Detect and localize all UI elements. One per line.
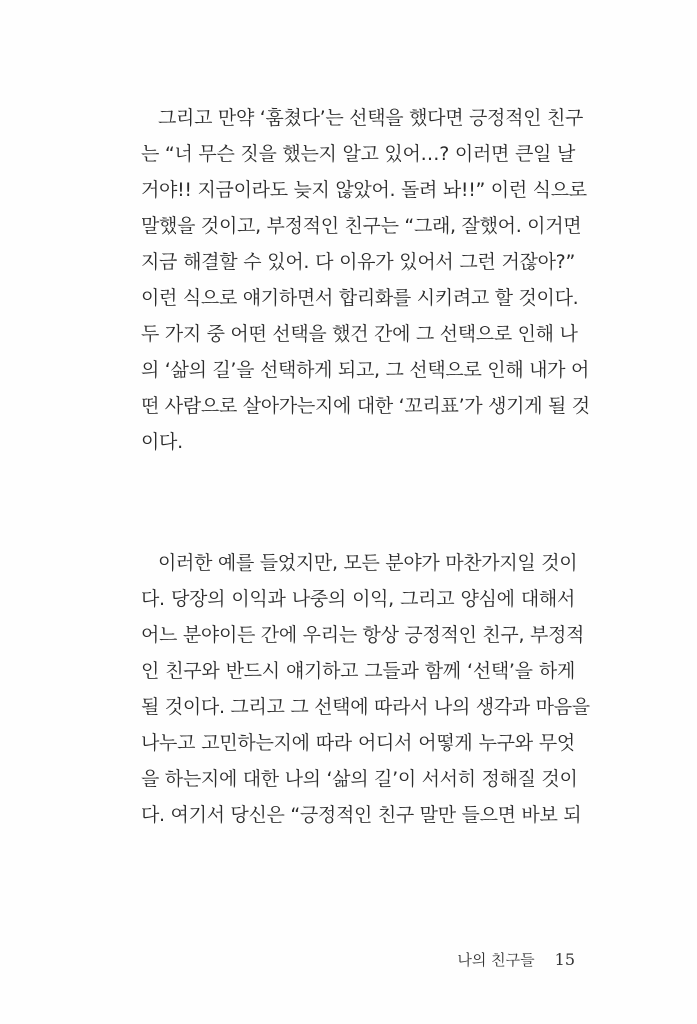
page-number: 15 bbox=[554, 949, 575, 969]
text-line: 나누고 고민하는지에 따라 어디서 어떻게 누구와 무엇 bbox=[141, 732, 575, 754]
paragraph-2 bbox=[141, 545, 590, 833]
text-line: 떤 사람으로 살아가는지에 대한 ‘꼬리표’가 생기게 될 것 bbox=[141, 395, 590, 417]
text-line: 거야!! 지금이라도 늦지 않았어. 돌려 놔!!” 이런 식으로 bbox=[141, 179, 587, 201]
text-line: 이러한 예를 들었지만, 모든 분야가 마찬가지일 것이 bbox=[158, 552, 578, 574]
text-line: 이다. bbox=[141, 431, 183, 453]
text-line: 어느 분야이든 간에 우리는 항상 긍정적인 친구, 부정적 bbox=[141, 624, 585, 646]
text-line: 는 “너 무슨 짓을 했는지 알고 있어…? 이러면 큰일 날 bbox=[141, 143, 575, 165]
page-footer bbox=[440, 944, 575, 974]
text-line: 될 것이다. 그리고 그 선택에 따라서 나의 생각과 마음을 bbox=[141, 696, 590, 718]
text-line: 지금 해결할 수 있어. 다 이유가 있어서 그런 거잖아?” bbox=[141, 251, 575, 273]
text-line: 두 가지 중 어떤 선택을 했건 간에 그 선택으로 인해 나 bbox=[141, 323, 578, 345]
text-line: 의 ‘삶의 길’을 선택하게 되고, 그 선택으로 인해 내가 어 bbox=[141, 359, 590, 381]
text-line: 말했을 것이고, 부정적인 친구는 “그래, 잘했어. 이거면 bbox=[141, 215, 582, 237]
text-line: 이런 식으로 얘기하면서 합리화를 시키려고 할 것이다. bbox=[141, 287, 579, 309]
text-line: 을 하는지에 대한 나의 ‘삶의 길’이 서서히 정해질 것이 bbox=[141, 768, 578, 790]
text-line: 다. 여기서 당신은 “긍정적인 친구 말만 들으면 바보 되 bbox=[141, 804, 582, 826]
running-title: 나의 친구들 bbox=[457, 950, 535, 969]
text-line: 인 친구와 반드시 얘기하고 그들과 함께 ‘선택’을 하게 bbox=[141, 660, 575, 682]
text-line: 그리고 만약 ‘훔쳤다’는 선택을 했다면 긍정적인 친구 bbox=[158, 107, 584, 129]
text-line: 다. 당장의 이익과 나중의 이익, 그리고 양심에 대해서 bbox=[141, 588, 575, 610]
paragraph-1 bbox=[141, 100, 590, 460]
